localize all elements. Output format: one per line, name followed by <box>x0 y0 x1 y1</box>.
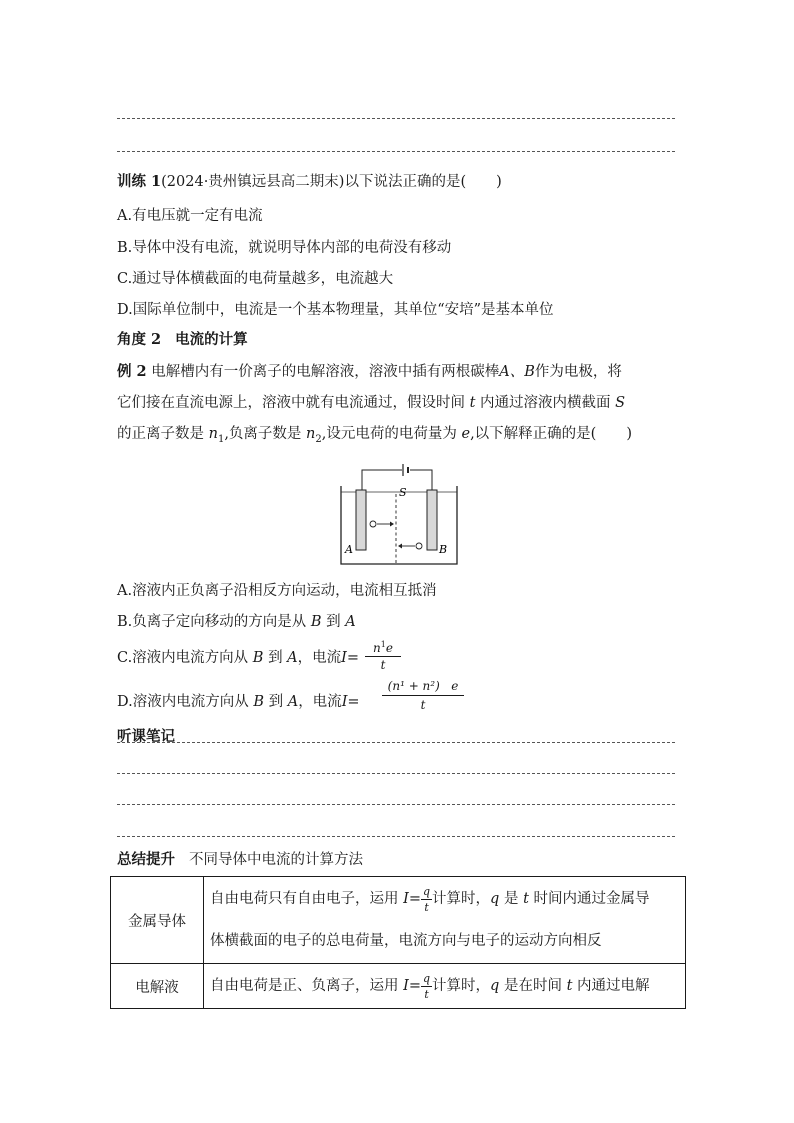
notes-title: 听课笔记 <box>117 728 175 745</box>
section-subtitle: 电流的计算 <box>175 331 248 348</box>
label-a: A <box>345 543 353 556</box>
electrode-b <box>427 490 437 550</box>
fraction-q-over-t: $\frac{q}{t}$ <box>423 971 431 1001</box>
exercise-source: (2024·贵州镇远县高二期末) <box>161 174 345 190</box>
table-row <box>111 964 686 1009</box>
summary-title: 总结提升 <box>117 851 175 868</box>
row-content-metal: 自由电荷只有自由电子，运用 I = $\frac{q}{t}$ 计算时， q 是 t 时间内通过金属导 体横截面的电子的总电荷量，电流方向与电子的运动方向相反 <box>204 877 686 964</box>
example-label: 例 2 <box>117 363 147 380</box>
ion-positive <box>370 521 376 527</box>
formula-d: $\frac{\text{(n¹ + n²) e}}{t}$ <box>382 678 464 714</box>
wire-left <box>362 470 402 490</box>
label-b: B <box>439 543 448 556</box>
option-b: B.导体中没有电流，就说明导体内部的电荷没有移动 <box>117 240 452 256</box>
electrode-a <box>356 490 366 550</box>
example-line-3: 的正离子数是 $n_1$,负离子数是 $n_2$,设元电荷的电荷量为 e,以下解释正确的是( ) <box>117 426 633 445</box>
note-line-2[interactable] <box>117 773 675 774</box>
note-line-3[interactable] <box>117 804 675 805</box>
exercise-question: 以下说法正确的是( <box>344 174 467 190</box>
fraction-q-over-t: $\frac{q}{t}$ <box>423 884 431 914</box>
option-a: A.有电压就一定有电流 <box>117 208 263 224</box>
section-title: 角度 2 <box>117 331 162 348</box>
answer-line-1 <box>117 118 675 119</box>
arrow-right-head <box>390 522 394 527</box>
row-label-metal: 金属导体 <box>111 877 204 964</box>
answer-d: D.溶液内电流方向从 B 到 A，电流I= <box>117 694 360 710</box>
example-line-2: 它们接在直流电源上，溶液中就有电流通过，假设时间 t 内通过溶液内横截面 S <box>117 395 626 411</box>
option-d: D.国际单位制中，电流是一个基本物理量，其单位“安培”是基本单位 <box>117 302 554 318</box>
section-heading <box>117 330 248 350</box>
note-line-1[interactable] <box>117 742 675 743</box>
label-s: S <box>399 486 407 499</box>
table-row <box>111 877 686 964</box>
row-content-electrolyte: 自由电荷是正、负离子，运用 I = $\frac{q}{t}$ 计算时， q 是在时间 t 内通过电解 <box>204 964 686 1009</box>
arrow-left-head <box>398 544 402 549</box>
row-label-electrolyte: 电解液 <box>111 964 204 1009</box>
ion-negative <box>416 543 422 549</box>
summary-subtitle: 不同导体中电流的计算方法 <box>189 852 363 868</box>
electrolysis-diagram <box>340 460 460 568</box>
answer-b: B.负离子定向移动的方向是从 B 到 A <box>117 614 356 630</box>
exercise-label: 训练 1 <box>117 173 162 190</box>
answer-a: A.溶液内正负离子沿相反方向运动，电流相互抵消 <box>117 583 437 599</box>
formula-c: $\frac{n^1e}{t}$ <box>365 638 401 673</box>
example-line-1: 例 2 电解槽内有一价离子的电解溶液，溶液中插有两根碳棒A、B作为电极，将 <box>117 363 622 380</box>
wire-right <box>410 470 432 490</box>
exercise-heading: 训练 1(2024·贵州镇远县高二期末)以下说法正确的是( ) <box>117 173 502 190</box>
option-c: C.通过导体横截面的电荷量越多，电流越大 <box>117 271 394 287</box>
answer-c: C.溶液内电流方向从 B 到 A，电流I= <box>117 650 360 666</box>
summary-heading <box>117 850 363 870</box>
answer-line-2 <box>117 151 675 152</box>
summary-table <box>110 876 686 1009</box>
note-line-4[interactable] <box>117 836 675 837</box>
